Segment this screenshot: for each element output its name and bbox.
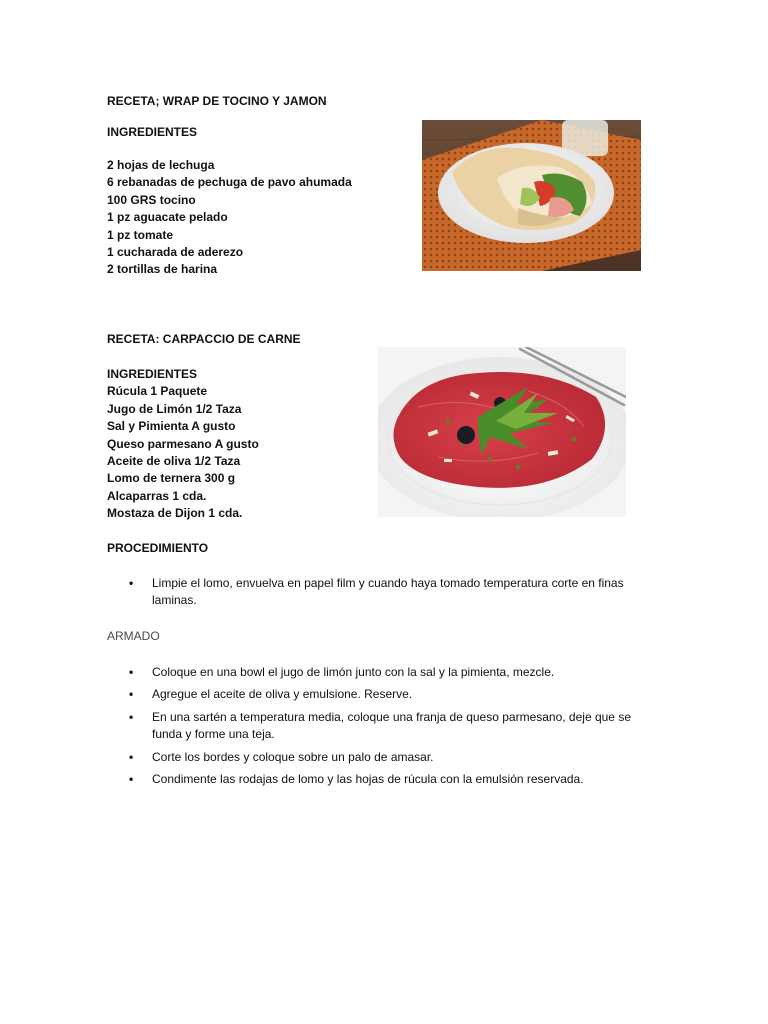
ingredient-item: 1 pz tomate — [107, 227, 174, 242]
ingredient-item: 100 GRS tocino — [107, 192, 196, 207]
bullet: • — [129, 772, 134, 787]
list-item: • Agregue el aceite de oliva y emulsione. Reserve. — [107, 686, 631, 703]
bullet: • — [129, 709, 134, 724]
ingredient-item: Rúcula 1 Paquete — [107, 384, 208, 399]
bullet: • — [129, 749, 134, 764]
list-item: • Coloque en una bowl el jugo de limón junto con la sal y la pimienta, mezcle. — [107, 664, 631, 681]
ingredient-item: Queso parmesano A gusto — [107, 436, 259, 451]
recipe2-ingredients-heading: INGREDIENTES — [107, 367, 198, 381]
ingredient-item: Alcaparras 1 cda. — [107, 488, 207, 503]
ingredient-item: 1 pz aguacate pelado — [107, 210, 228, 225]
wrap-photo — [422, 120, 641, 271]
ingredient-item: Aceite de oliva 1/2 Taza — [107, 454, 241, 468]
list-item: • Corte los bordes y coloque sobre un palo de amasar. — [107, 749, 631, 766]
ingredient-item: Sal y Pimienta A gusto — [107, 419, 236, 434]
recipe2-title: RECETA: CARPACCIO DE CARNE — [107, 332, 301, 346]
ingredient-item: Lomo de ternera 300 g — [107, 471, 236, 486]
list-item: • Condimente las rodajas de lomo y las hojas de rúcula con la emulsión reservada. — [107, 771, 631, 788]
bullet: • — [129, 576, 134, 590]
carpaccio-photo — [378, 347, 626, 517]
ingredient-item: 1 cucharada de aderezo — [107, 245, 244, 259]
procedure-list — [107, 575, 624, 610]
recipe1-ingredients-heading: INGREDIENTES — [107, 125, 198, 139]
list-item: • En una sartén a temperatura media, coloque una franja de queso parmesano, deje que se funda y forme una teja. — [129, 709, 631, 742]
procedure-heading: PROCEDIMIENTO — [107, 541, 209, 555]
assembly-heading: ARMADO — [107, 629, 160, 643]
ingredient-item: 2 hojas de lechuga — [107, 158, 215, 172]
bullet: • — [129, 665, 134, 679]
list-item: • Limpie el lomo, envuelva en papel film y cuando haya tomado temperatura corte en finas laminas. — [129, 576, 624, 608]
assembly-list — [107, 664, 631, 788]
ingredient-item: 6 rebanadas de pechuga de pavo ahumada — [107, 175, 352, 190]
ingredient-item: Mostaza de Dijon 1 cda. — [107, 506, 243, 521]
recipe1-title: RECETA; WRAP DE TOCINO Y JAMON — [107, 94, 327, 108]
bullet: • — [129, 687, 134, 702]
ingredient-item: 2 tortillas de harina — [107, 262, 218, 277]
ingredient-item: Jugo de Limón 1/2 Taza — [107, 401, 242, 416]
